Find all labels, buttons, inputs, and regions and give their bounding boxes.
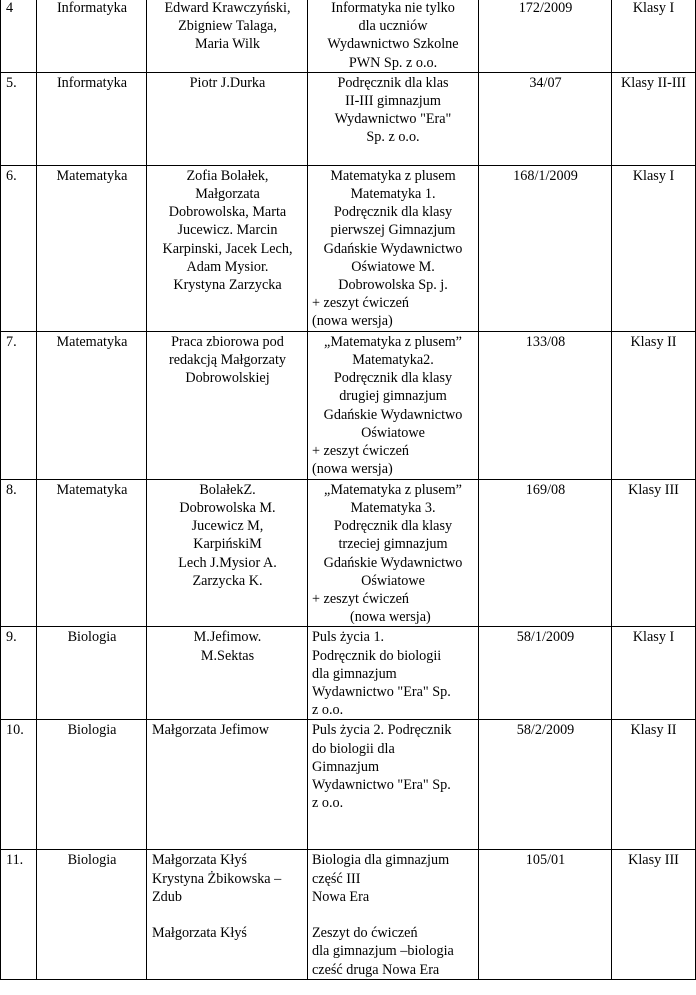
title-line: (nowa wersja) [312, 461, 393, 478]
row-number-cell: 7. [1, 331, 37, 479]
author-line: Krystyna Zarzycka [173, 277, 282, 294]
authors-cell [147, 720, 308, 850]
title-line: Nowa Era [312, 888, 370, 905]
author-line: Zbigniew Talaga, [178, 18, 277, 35]
subject-cell: Biologia [37, 850, 147, 980]
row-number-cell: 8. [1, 479, 37, 627]
author-line: Edward Krawczyński, [164, 0, 291, 16]
author-line: Małgorzata Jefimow [152, 722, 270, 739]
row-number-cell: 10. [1, 720, 37, 850]
title-line: II-III gimnazjum [345, 93, 441, 110]
title-line: Matematyka2. [352, 352, 434, 369]
title-line: Puls życia 2. Podręcznik [312, 722, 452, 739]
title-line: Gdańskie Wydawnictwo [323, 554, 463, 571]
row-number-cell: 4 [1, 0, 37, 72]
approval-number-cell: 169/08 [479, 479, 612, 627]
authors-cell [147, 479, 308, 627]
title-cell [308, 331, 479, 479]
title-line: Informatyka nie tylko [331, 0, 455, 16]
subject-cell: Biologia [37, 720, 147, 850]
subject-cell: Matematyka [37, 165, 147, 331]
title-line: Wydawnictwo Szkolne [327, 36, 459, 53]
authors-cell [147, 331, 308, 479]
title-line: Matematyka 3. [350, 500, 436, 517]
author-line: M.Jefimow. [193, 629, 262, 646]
author-line: Zdub [152, 888, 182, 905]
title-line: Dobrowolska Sp. j. [338, 277, 448, 294]
title-line: trzeciej gimnazjum [338, 536, 448, 553]
title-cell [308, 0, 479, 72]
textbook-table-body [1, 0, 696, 980]
subject-cell: Matematyka [37, 331, 147, 479]
title-cell [308, 720, 479, 850]
title-line: Wydawnictwo "Era" Sp. [312, 777, 451, 794]
author-line: Jucewicz M, [191, 518, 264, 535]
author-line: redakcją Małgorzaty [169, 352, 286, 369]
table-row [1, 479, 696, 627]
title-line: Oświatowe [361, 572, 425, 589]
title-line: dla gimnazjum –biologia [312, 943, 454, 960]
title-line: Podręcznik dla klasy [333, 204, 453, 221]
authors-cell [147, 627, 308, 720]
author-line: Jucewicz. Marcin [177, 222, 278, 239]
approval-number-cell: 172/2009 [479, 0, 612, 72]
author-line: M.Sektas [200, 647, 255, 664]
row-number-cell: 6. [1, 165, 37, 331]
authors-cell [147, 0, 308, 72]
table-row [1, 331, 696, 479]
subject-cell: Biologia [37, 627, 147, 720]
approval-number-cell: 105/01 [479, 850, 612, 980]
title-line: Podręcznik dla klasy [333, 370, 453, 387]
title-line: do biologii dla [312, 740, 395, 757]
author-line: Zarzycka K. [192, 572, 263, 589]
title-line: część III [312, 870, 361, 887]
approval-number-cell: 58/2/2009 [479, 720, 612, 850]
title-line: PWN Sp. z o.o. [348, 54, 438, 71]
title-line: Gdańskie Wydawnictwo [323, 406, 463, 423]
title-line: Biologia dla gimnazjum [312, 852, 450, 869]
authors-cell [147, 165, 308, 331]
title-line: dla uczniów [358, 18, 428, 35]
grade-cell: Klasy III [612, 850, 696, 980]
title-line: + zeszyt ćwiczeń [312, 295, 410, 312]
title-line: Gdańskie Wydawnictwo [323, 240, 463, 257]
title-line: (nowa wersja) [350, 609, 431, 626]
author-line: Małgorzata [195, 186, 260, 203]
author-line: Dobrowolskiej [185, 370, 270, 387]
title-line: Wydawnictwo "Era" Sp. [312, 684, 451, 701]
title-line: cześć druga Nowa Era [312, 961, 440, 978]
title-line: „Matematyka z plusem” [324, 481, 462, 498]
author-line: Karpinski, Jacek Lech, [162, 240, 293, 257]
title-line: Matematyka 1. [350, 186, 436, 203]
title-line: „Matematyka z plusem” [324, 333, 462, 350]
subject-cell: Matematyka [37, 479, 147, 627]
title-cell [308, 850, 479, 980]
author-line: Piotr J.Durka [189, 74, 266, 91]
table-row [1, 627, 696, 720]
author-line: Małgorzata Kłyś [152, 852, 247, 869]
title-line: + zeszyt ćwiczeń [312, 591, 410, 608]
author-line: Dobrowolska, Marta [168, 204, 287, 221]
title-line: z o.o. [312, 702, 344, 719]
title-line: dla gimnazjum [312, 665, 397, 682]
author-line: Adam Mysior. [186, 258, 269, 275]
table-row [1, 72, 696, 165]
grade-cell: Klasy II [612, 720, 696, 850]
authors-cell [147, 850, 308, 980]
title-line: Podręcznik do biologii [312, 647, 442, 664]
grade-cell: Klasy I [612, 165, 696, 331]
authors-cell [147, 72, 308, 165]
row-number-cell: 9. [1, 627, 37, 720]
table-row [1, 0, 696, 72]
title-line: + zeszyt ćwiczeń [312, 443, 410, 460]
title-cell [308, 72, 479, 165]
author-line: Lech J.Mysior A. [178, 554, 277, 571]
author-line: Małgorzata Kłyś [152, 925, 247, 942]
subject-cell: Informatyka [37, 0, 147, 72]
grade-cell: Klasy I [612, 0, 696, 72]
approval-number-cell: 34/07 [479, 72, 612, 165]
grade-cell: Klasy II-III [612, 72, 696, 165]
title-line: pierwszej Gimnazjum [330, 222, 456, 239]
title-line: Podręcznik dla klas [337, 74, 449, 91]
table-row [1, 720, 696, 850]
title-line: (nowa wersja) [312, 313, 393, 330]
author-line: BolałekZ. [199, 481, 256, 498]
author-line: Praca zbiorowa pod [171, 333, 284, 350]
title-line [312, 906, 474, 924]
author-line: Krystyna Żbikowska – [152, 870, 282, 887]
approval-number-cell: 168/1/2009 [479, 165, 612, 331]
author-line: Dobrowolska M. [179, 500, 276, 517]
author-line: Zofia Bolałek, [186, 167, 269, 184]
title-line: Oświatowe M. [351, 258, 435, 275]
author-line: KarpińskiM [193, 536, 262, 553]
title-line: drugiej gimnazjum [339, 388, 447, 405]
title-cell [308, 627, 479, 720]
author-line [152, 906, 303, 924]
title-line: Podręcznik dla klasy [333, 518, 453, 535]
author-line: Maria Wilk [195, 36, 260, 53]
table-row [1, 165, 696, 331]
grade-cell: Klasy III [612, 479, 696, 627]
title-line: Gimnazjum [312, 758, 379, 775]
title-line: Wydawnictwo "Era" [334, 111, 452, 128]
title-cell [308, 165, 479, 331]
grade-cell: Klasy II [612, 331, 696, 479]
subject-cell: Informatyka [37, 72, 147, 165]
table-row [1, 850, 696, 980]
approval-number-cell: 133/08 [479, 331, 612, 479]
approval-number-cell: 58/1/2009 [479, 627, 612, 720]
title-line: z o.o. [312, 795, 344, 812]
row-number-cell: 11. [1, 850, 37, 980]
title-line: Sp. z o.o. [366, 129, 420, 146]
title-line: Matematyka z plusem [330, 167, 456, 184]
title-cell [308, 479, 479, 627]
title-line: Puls życia 1. [312, 629, 385, 646]
title-line: Oświatowe [361, 424, 425, 441]
title-line: Zeszyt do ćwiczeń [312, 925, 418, 942]
row-number-cell: 5. [1, 72, 37, 165]
grade-cell: Klasy I [612, 627, 696, 720]
